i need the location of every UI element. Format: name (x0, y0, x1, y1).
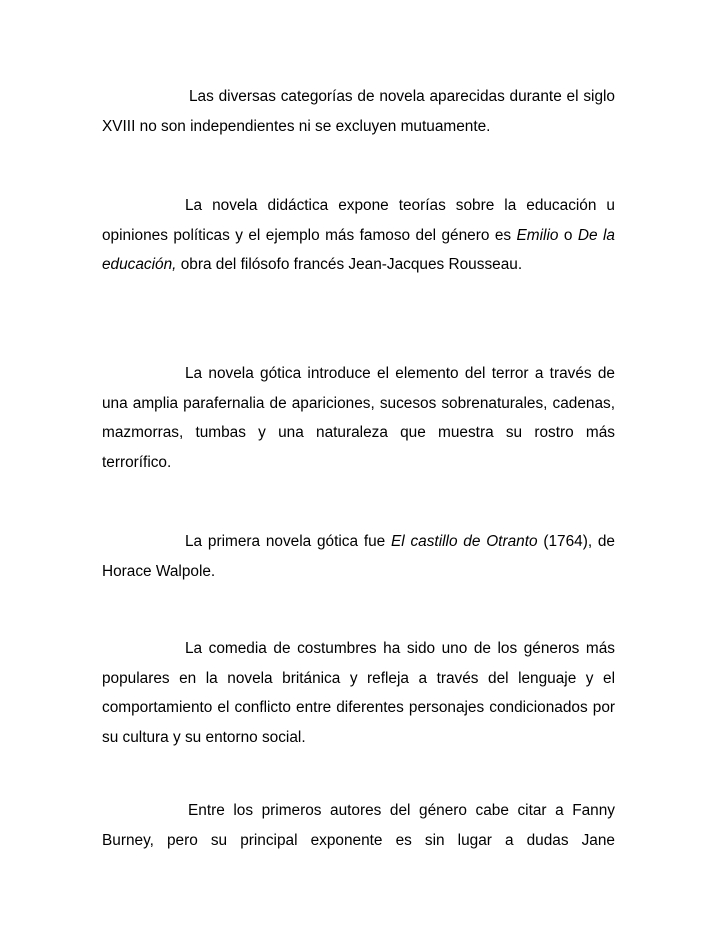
paragraph-text: Entre los primeros autores del género cabe citar a Fanny Burney, pero su principal exponente es sin lugar a dudas Jane (102, 802, 615, 849)
paragraph-didactic-novel (102, 191, 615, 280)
paragraph-text: La novela gótica introduce el elemento del terror a través de una amplia parafernalia de apariciones, sucesos sobrenaturales, cadenas, mazmorras, tumbas y una naturaleza que muestra su rostro más terrorífico. (102, 365, 615, 471)
italic-title-de-la-educacion: De la educación, (102, 226, 615, 273)
paragraph-early-authors (102, 796, 615, 855)
paragraph-text: La comedia de costumbres ha sido uno de los géneros más populares en la novela británica y refleja a través del lenguaje y el comportamiento el conflicto entre diferentes personajes condicionados por su cultura y su entorno social. (102, 640, 615, 746)
paragraph-text: obra del filósofo francés Jean-Jacques Rousseau. (176, 256, 523, 273)
italic-title-emilio: Emilio (516, 226, 559, 244)
paragraph-gothic-novel (102, 359, 615, 477)
paragraph-novel-categories (102, 82, 615, 141)
paragraph-first-gothic-novel (102, 527, 615, 586)
paragraph-text: o (558, 226, 578, 244)
paragraph-text: La primera novela gótica fue (185, 533, 392, 550)
paragraph-text: Las diversas categorías de novela aparecidas durante el siglo XVIII no son independientes ni se excluyen mutuamente. (102, 88, 615, 135)
paragraph-text: La novela didáctica expone teorías sobre la educación u opiniones políticas y el ejemplo más famoso del género es (102, 197, 615, 244)
italic-title-castillo-otranto: El castillo de Otranto (391, 533, 538, 550)
paragraph-comedy-of-manners (102, 634, 615, 752)
paragraph-text: (1764), de Horace Walpole. (102, 533, 615, 580)
